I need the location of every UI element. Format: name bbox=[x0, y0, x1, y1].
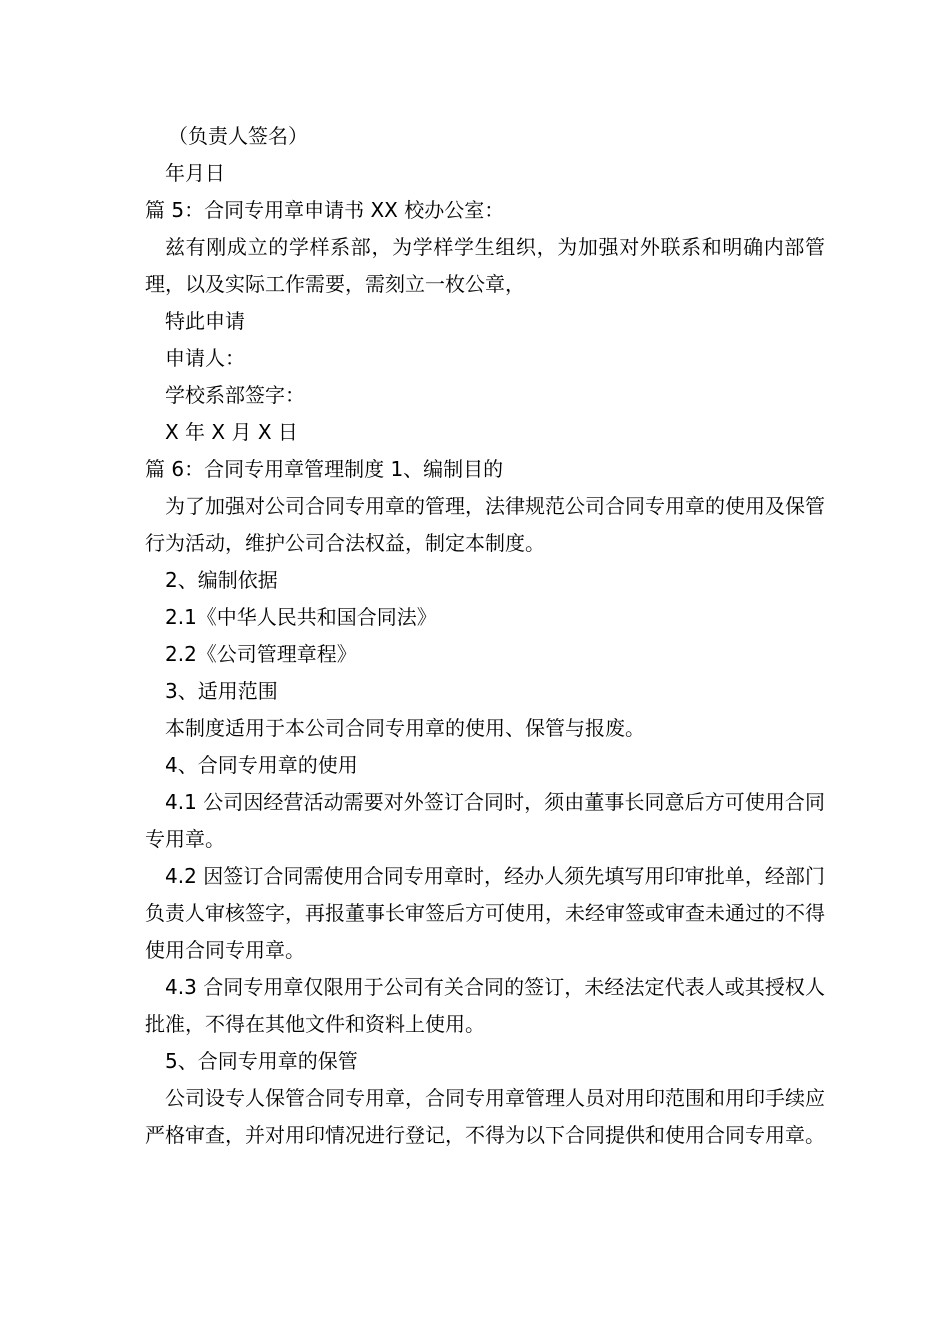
document-body bbox=[145, 118, 825, 1154]
text-line: 本制度适用于本公司合同专用章的使用、保管与报废。 bbox=[165, 716, 645, 740]
text-line: （负责人签名） bbox=[168, 124, 308, 148]
text-line: 年月日 bbox=[165, 161, 225, 185]
body-paragraph: 兹有刚成立的学样系部，为学样学生组织，为加强对外联系和明确内部管理，以及实际工作需要，需刻立一枚公章， bbox=[145, 235, 825, 296]
text-line: 5、合同专用章的保管 bbox=[165, 1049, 358, 1073]
text-line: 2.2《公司管理章程》 bbox=[165, 642, 357, 666]
body-paragraph: 4.3 合同专用章仅限用于公司有关合同的签订，未经法定代表人或其授权人批准，不得在其他文件和资料上使用。 bbox=[145, 975, 825, 1036]
text-line: 2、编制依据 bbox=[165, 568, 278, 592]
text-line: 3、适用范围 bbox=[165, 679, 278, 703]
text-line: 学校系部签字： bbox=[165, 383, 305, 407]
text-line: 2.1《中华人民共和国合同法》 bbox=[165, 605, 437, 629]
text-line: 篇 5：合同专用章申请书 XX 校办公室： bbox=[145, 198, 505, 222]
body-paragraph: 4.2 因签订合同需使用合同专用章时，经办人须先填写用印审批单，经部门负责人审核签字，再报董事长审签后方可使用，未经审签或审查未通过的不得使用合同专用章。 bbox=[145, 864, 825, 962]
body-paragraph: 公司设专人保管合同专用章，合同专用章管理人员对用印范围和用印手续应严格审查，并对用印情况进行登记，不得为以下合同提供和使用合同专用章。 bbox=[145, 1086, 825, 1147]
text-line: 申请人： bbox=[165, 346, 245, 370]
text-line: 篇 6：合同专用章管理制度 1、编制目的 bbox=[145, 457, 504, 481]
text-line: X 年 X 月 X 日 bbox=[165, 420, 298, 444]
text-line: 特此申请 bbox=[165, 309, 245, 333]
text-line: 4、合同专用章的使用 bbox=[165, 753, 358, 777]
body-paragraph: 4.1 公司因经营活动需要对外签订合同时，须由董事长同意后方可使用合同专用章。 bbox=[145, 790, 825, 851]
body-paragraph: 为了加强对公司合同专用章的管理，法律规范公司合同专用章的使用及保管行为活动，维护公司合法权益，制定本制度。 bbox=[145, 494, 825, 555]
